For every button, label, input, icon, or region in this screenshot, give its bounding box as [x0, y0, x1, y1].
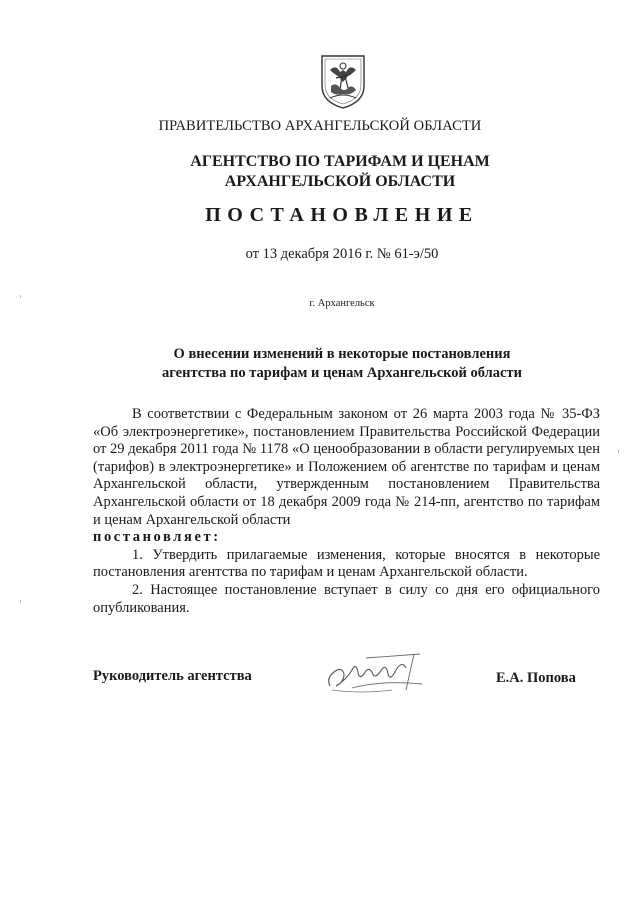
subject-line2: агентства по тарифам и ценам Архангельской области: [162, 365, 522, 381]
agency-name: [20, 152, 640, 192]
document-date-number: от 13 декабря 2016 г. № 61-э/50: [245, 246, 439, 262]
item-2-paragraph: 2. Настоящее постановление вступает в силу со дня его официального опубликования.: [93, 581, 600, 616]
signatory-name: Е.А. Попова: [496, 670, 576, 686]
agency-name-line2: АРХАНГЕЛЬСКОЙ ОБЛАСТИ: [224, 173, 456, 190]
decree-word: постановляет:: [93, 529, 221, 546]
document-city: г. Архангельск: [309, 298, 375, 309]
document-type: ПОСТАНОВЛЕНИЕ: [205, 204, 479, 226]
margin-mark: [618, 450, 619, 453]
handwritten-signature-icon: [322, 650, 434, 696]
signatory-title: Руководитель агентства: [93, 668, 252, 684]
margin-mark: [20, 600, 21, 603]
coat-of-arms-icon: [318, 52, 368, 110]
item-1-paragraph: 1. Утвердить прилагаемые изменения, которые вносятся в некоторые постановления агентства по тарифам и ценам Архангельской области.: [93, 546, 600, 581]
margin-mark: [20, 295, 21, 298]
document-body: [93, 406, 600, 617]
preamble-paragraph: В соответствии с Федеральным законом от 26 марта 2003 года № 35-ФЗ «Об электроэнергетике», постановлением Правительства Российской Федерации от 29 декабря 2011 года № 1178 «О ценообразовании в области регулируемых цен (тарифов) в электроэнергетике» и Положением об агентстве по тарифам и ценам Архангельской области, утвержденным постановлением Правительства Архангельской области от 18 декабря 2009 года № 214-пп, агентство по тарифам и ценам Архангельской области: [93, 406, 600, 528]
government-name: ПРАВИТЕЛЬСТВО АРХАНГЕЛЬСКОЙ ОБЛАСТИ: [158, 118, 482, 134]
subject-line1: О внесении изменений в некоторые постановления: [173, 346, 511, 362]
document-subject: [22, 345, 640, 383]
agency-name-line1: АГЕНТСТВО ПО ТАРИФАМ И ЦЕНАМ: [190, 153, 490, 170]
